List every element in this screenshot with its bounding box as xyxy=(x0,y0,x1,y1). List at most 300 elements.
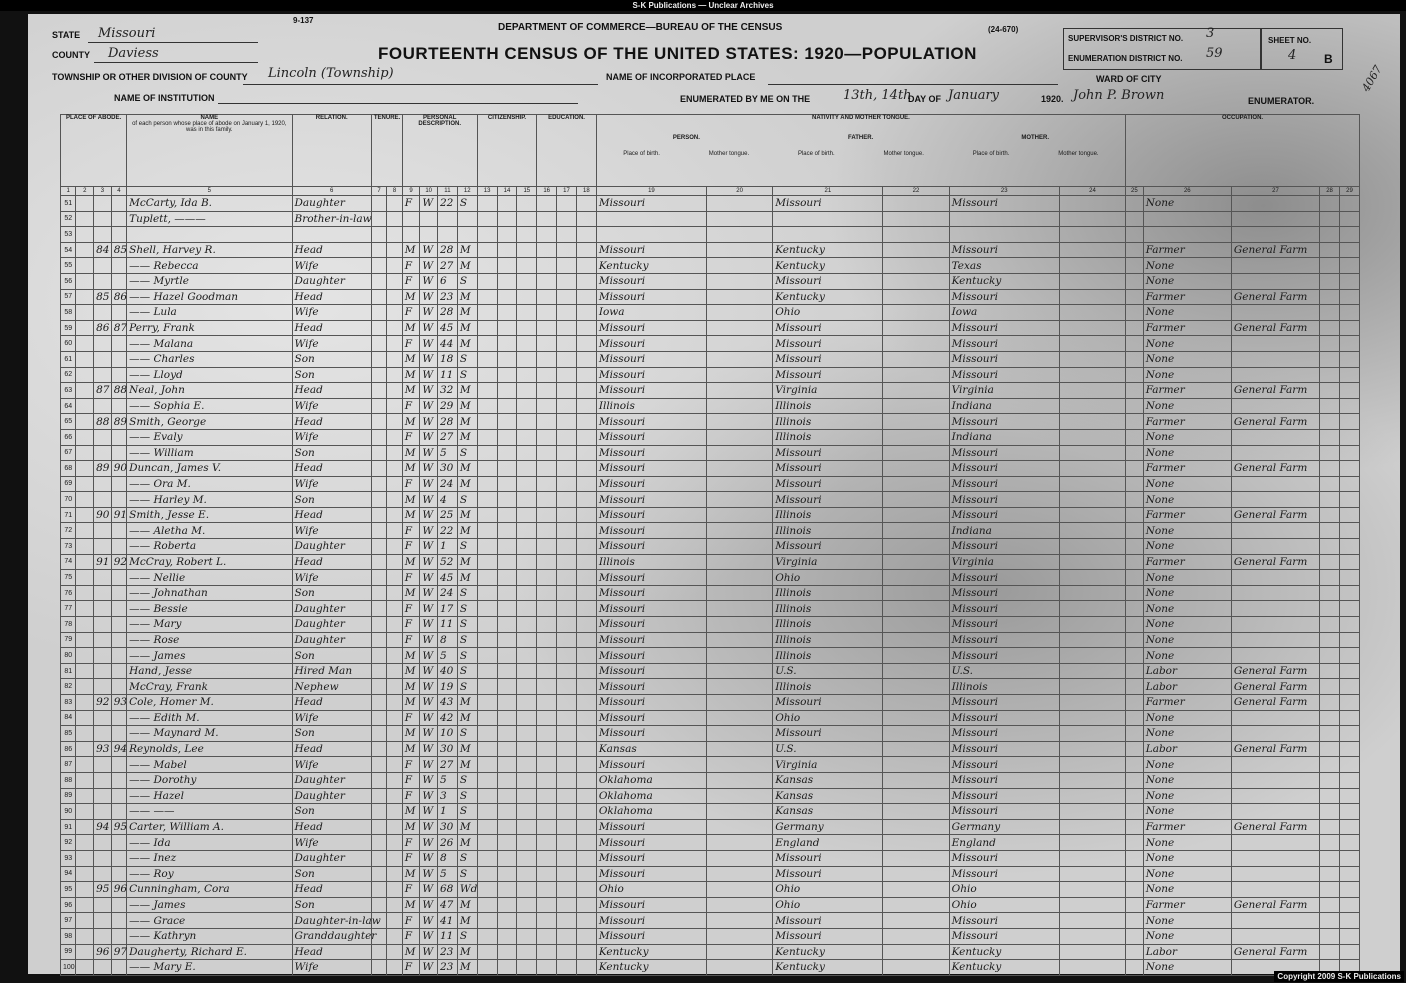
empty-cell xyxy=(76,570,94,586)
empty-cell xyxy=(1059,429,1125,445)
birthplace: Missouri xyxy=(596,850,706,866)
empty-cell xyxy=(517,476,537,492)
empty-cell xyxy=(371,336,386,352)
dwelling-number xyxy=(94,398,112,414)
person-name: —— Harley M. xyxy=(127,492,292,508)
empty-cell xyxy=(1320,850,1340,866)
empty-cell xyxy=(1059,461,1125,477)
table-row xyxy=(61,289,1360,305)
empty-cell xyxy=(537,398,557,414)
empty-cell xyxy=(1320,351,1340,367)
empty-cell xyxy=(477,585,497,601)
mother-birthplace: Ohio xyxy=(949,882,1059,898)
empty-cell xyxy=(517,928,537,944)
empty-cell xyxy=(477,211,497,227)
empty-cell xyxy=(576,445,596,461)
marital-status: M xyxy=(457,913,477,929)
table-row xyxy=(61,757,1360,773)
person-name: —— Charles xyxy=(127,351,292,367)
empty-cell xyxy=(883,695,949,711)
empty-cell xyxy=(557,663,577,679)
father-birthplace: Illinois xyxy=(773,617,883,633)
empty-cell xyxy=(1339,882,1359,898)
table-row xyxy=(61,445,1360,461)
industry: General Farm xyxy=(1231,679,1319,695)
birthplace: Iowa xyxy=(596,305,706,321)
empty-cell xyxy=(371,383,386,399)
county-value: Daviess xyxy=(108,46,159,61)
sheet-label: SHEET NO. xyxy=(1268,36,1312,45)
empty-cell xyxy=(371,523,386,539)
relation: Wife xyxy=(292,429,371,445)
table-row xyxy=(61,414,1360,430)
empty-cell xyxy=(537,211,557,227)
empty-cell xyxy=(707,601,773,617)
empty-cell xyxy=(76,227,94,243)
relation: Head xyxy=(292,383,371,399)
line-number: 76 xyxy=(61,585,76,601)
relation: Head xyxy=(292,289,371,305)
empty-cell xyxy=(1059,944,1125,960)
person-name: —— James xyxy=(127,897,292,913)
empty-cell xyxy=(497,351,517,367)
marital-status: M xyxy=(457,741,477,757)
sex: F xyxy=(402,196,420,212)
marital-status: M xyxy=(457,507,477,523)
occupation: Farmer xyxy=(1143,289,1231,305)
table-row xyxy=(61,648,1360,664)
occupation: None xyxy=(1143,866,1231,882)
race: W xyxy=(420,554,438,570)
dwelling-number xyxy=(94,211,112,227)
race: W xyxy=(420,476,438,492)
family-number: 85 xyxy=(111,242,126,258)
empty-cell xyxy=(576,305,596,321)
person-name: —— Grace xyxy=(127,913,292,929)
dwelling-number: 91 xyxy=(94,554,112,570)
industry xyxy=(1231,429,1319,445)
empty-cell xyxy=(557,585,577,601)
empty-cell xyxy=(1059,523,1125,539)
empty-cell xyxy=(477,196,497,212)
empty-cell xyxy=(707,897,773,913)
empty-cell xyxy=(371,741,386,757)
dwelling-number xyxy=(94,772,112,788)
age: 24 xyxy=(438,476,458,492)
sex: F xyxy=(402,617,420,633)
birthplace: Missouri xyxy=(596,913,706,929)
empty-cell xyxy=(387,804,402,820)
empty-cell xyxy=(517,726,537,742)
family-number xyxy=(111,850,126,866)
empty-cell xyxy=(537,960,557,976)
empty-cell xyxy=(883,523,949,539)
relation: Head xyxy=(292,819,371,835)
sex: M xyxy=(402,679,420,695)
empty-cell xyxy=(883,585,949,601)
empty-cell xyxy=(557,866,577,882)
empty-cell xyxy=(517,897,537,913)
father-birthplace: Missouri xyxy=(773,866,883,882)
marital-status: M xyxy=(457,414,477,430)
family-number xyxy=(111,601,126,617)
empty-cell xyxy=(387,445,402,461)
table-row xyxy=(61,273,1360,289)
person-name: McCray, Frank xyxy=(127,679,292,695)
table-row xyxy=(61,351,1360,367)
dwelling-number xyxy=(94,336,112,352)
empty-cell xyxy=(707,429,773,445)
race: W xyxy=(420,804,438,820)
marital-status: M xyxy=(457,710,477,726)
relation: Daughter xyxy=(292,601,371,617)
age: 30 xyxy=(438,461,458,477)
table-row xyxy=(61,944,1360,960)
marital-status: S xyxy=(457,726,477,742)
mother-birthplace: Indiana xyxy=(949,398,1059,414)
empty-cell xyxy=(497,242,517,258)
empty-cell xyxy=(576,227,596,243)
empty-cell xyxy=(371,710,386,726)
empty-cell xyxy=(76,819,94,835)
empty-cell xyxy=(576,835,596,851)
sex: F xyxy=(402,788,420,804)
empty-cell xyxy=(477,539,497,555)
relation: Head xyxy=(292,695,371,711)
sex: F xyxy=(402,882,420,898)
relation: Son xyxy=(292,726,371,742)
marital-status: M xyxy=(457,757,477,773)
empty-cell xyxy=(1059,741,1125,757)
column-number: 7 xyxy=(371,187,386,196)
stamp-number: 4067 xyxy=(1359,63,1385,94)
table-row xyxy=(61,913,1360,929)
table-row xyxy=(61,476,1360,492)
empty-cell xyxy=(477,632,497,648)
empty-cell xyxy=(1320,897,1340,913)
empty-cell xyxy=(1339,414,1359,430)
empty-cell xyxy=(1126,601,1144,617)
table-row xyxy=(61,804,1360,820)
empty-cell xyxy=(1339,710,1359,726)
empty-cell xyxy=(497,492,517,508)
person-name: —— Rose xyxy=(127,632,292,648)
empty-cell xyxy=(517,850,537,866)
relation: Son xyxy=(292,866,371,882)
empty-cell xyxy=(557,305,577,321)
sex: F xyxy=(402,772,420,788)
empty-cell xyxy=(76,632,94,648)
empty-cell xyxy=(497,227,517,243)
empty-cell xyxy=(497,757,517,773)
empty-cell xyxy=(1339,632,1359,648)
relation: Wife xyxy=(292,835,371,851)
empty-cell xyxy=(387,882,402,898)
enumerated-day: 13th, 14th xyxy=(843,88,912,103)
family-number xyxy=(111,726,126,742)
empty-cell xyxy=(883,663,949,679)
empty-cell xyxy=(557,351,577,367)
sex: M xyxy=(402,663,420,679)
empty-cell xyxy=(557,367,577,383)
empty-cell xyxy=(76,211,94,227)
empty-cell xyxy=(371,788,386,804)
table-row xyxy=(61,663,1360,679)
empty-cell xyxy=(537,273,557,289)
empty-cell xyxy=(76,928,94,944)
table-row xyxy=(61,632,1360,648)
person-name: —— Ora M. xyxy=(127,476,292,492)
age: 28 xyxy=(438,242,458,258)
empty-cell xyxy=(1059,585,1125,601)
line-number: 61 xyxy=(61,351,76,367)
dwelling-number xyxy=(94,866,112,882)
race xyxy=(420,211,438,227)
empty-cell xyxy=(707,804,773,820)
occupation-header: OCCUPATION. xyxy=(1126,115,1360,187)
empty-cell xyxy=(1339,398,1359,414)
empty-cell xyxy=(883,196,949,212)
race: W xyxy=(420,741,438,757)
sex: M xyxy=(402,367,420,383)
empty-cell xyxy=(537,445,557,461)
race: W xyxy=(420,523,438,539)
empty-cell xyxy=(1339,211,1359,227)
empty-cell xyxy=(576,882,596,898)
sex: F xyxy=(402,913,420,929)
empty-cell xyxy=(1059,445,1125,461)
birthplace: Missouri xyxy=(596,383,706,399)
empty-cell xyxy=(1126,273,1144,289)
empty-cell xyxy=(497,383,517,399)
age: 6 xyxy=(438,273,458,289)
race: W xyxy=(420,351,438,367)
family-number xyxy=(111,273,126,289)
relation: Daughter xyxy=(292,273,371,289)
birthplace: Illinois xyxy=(596,398,706,414)
empty-cell xyxy=(497,398,517,414)
line-number: 93 xyxy=(61,850,76,866)
empty-cell xyxy=(1059,351,1125,367)
empty-cell xyxy=(1339,336,1359,352)
mother-birthplace: Missouri xyxy=(949,476,1059,492)
age: 23 xyxy=(438,289,458,305)
table-row xyxy=(61,679,1360,695)
mother-birthplace: Missouri xyxy=(949,866,1059,882)
dwelling-number xyxy=(94,663,112,679)
tenure-header: TENURE. xyxy=(371,115,402,187)
empty-cell xyxy=(1339,757,1359,773)
empty-cell xyxy=(1059,507,1125,523)
birthplace: Missouri xyxy=(596,242,706,258)
age: 26 xyxy=(438,835,458,851)
empty-cell xyxy=(537,507,557,523)
empty-cell xyxy=(1339,850,1359,866)
dwelling-number xyxy=(94,617,112,633)
relation: Head xyxy=(292,242,371,258)
column-number-row xyxy=(61,187,1360,196)
empty-cell xyxy=(477,695,497,711)
empty-cell xyxy=(517,414,537,430)
birthplace: Missouri xyxy=(596,320,706,336)
empty-cell xyxy=(707,227,773,243)
empty-cell xyxy=(1339,570,1359,586)
table-row xyxy=(61,726,1360,742)
empty-cell xyxy=(1059,196,1125,212)
sex: F xyxy=(402,305,420,321)
person-name: —— Malana xyxy=(127,336,292,352)
mother-birthplace: Germany xyxy=(949,819,1059,835)
enumerator-value: John P. Brown xyxy=(1073,88,1165,103)
empty-cell xyxy=(883,227,949,243)
sex: F xyxy=(402,928,420,944)
birthplace: Oklahoma xyxy=(596,772,706,788)
empty-cell xyxy=(557,445,577,461)
empty-cell xyxy=(76,788,94,804)
empty-cell xyxy=(707,258,773,274)
sex: F xyxy=(402,429,420,445)
empty-cell xyxy=(371,804,386,820)
empty-cell xyxy=(387,539,402,555)
occupation: None xyxy=(1143,351,1231,367)
father-birthplace: Missouri xyxy=(773,273,883,289)
empty-cell xyxy=(1126,928,1144,944)
mother-birthplace: Missouri xyxy=(949,539,1059,555)
marital-status: S xyxy=(457,445,477,461)
table-row xyxy=(61,772,1360,788)
empty-cell xyxy=(1339,944,1359,960)
empty-cell xyxy=(371,367,386,383)
occupation: None xyxy=(1143,710,1231,726)
empty-cell xyxy=(517,289,537,305)
dwelling-number xyxy=(94,788,112,804)
empty-cell xyxy=(576,710,596,726)
race: W xyxy=(420,788,438,804)
dwelling-number xyxy=(94,913,112,929)
empty-cell xyxy=(517,461,537,477)
empty-cell xyxy=(1339,913,1359,929)
empty-cell xyxy=(537,695,557,711)
father-birthplace: Missouri xyxy=(773,320,883,336)
empty-cell xyxy=(387,570,402,586)
line-number: 72 xyxy=(61,523,76,539)
census-table xyxy=(60,114,1360,976)
line-number: 59 xyxy=(61,320,76,336)
empty-cell xyxy=(1059,554,1125,570)
empty-cell xyxy=(576,367,596,383)
empty-cell xyxy=(557,414,577,430)
sex: F xyxy=(402,710,420,726)
table-row xyxy=(61,211,1360,227)
empty-cell xyxy=(477,835,497,851)
empty-cell xyxy=(477,913,497,929)
person-name: Carter, William A. xyxy=(127,819,292,835)
person-name: —— William xyxy=(127,445,292,461)
person-name: —— Dorothy xyxy=(127,772,292,788)
empty-cell xyxy=(576,414,596,430)
race: W xyxy=(420,772,438,788)
empty-cell xyxy=(557,819,577,835)
empty-cell xyxy=(883,710,949,726)
occupation: None xyxy=(1143,570,1231,586)
table-row xyxy=(61,429,1360,445)
empty-cell xyxy=(387,897,402,913)
empty-cell xyxy=(1320,726,1340,742)
empty-cell xyxy=(557,289,577,305)
occupation: None xyxy=(1143,196,1231,212)
personal-description-header: PERSONAL DESCRIPTION. xyxy=(402,115,477,187)
line-number: 98 xyxy=(61,928,76,944)
empty-cell xyxy=(1320,570,1340,586)
empty-cell xyxy=(883,445,949,461)
empty-cell xyxy=(557,523,577,539)
father-birthplace: Germany xyxy=(773,819,883,835)
relation: Wife xyxy=(292,757,371,773)
empty-cell xyxy=(387,928,402,944)
relation: Head xyxy=(292,882,371,898)
empty-cell xyxy=(537,554,557,570)
empty-cell xyxy=(557,258,577,274)
father-birthplace: U.S. xyxy=(773,741,883,757)
empty-cell xyxy=(557,242,577,258)
empty-cell xyxy=(477,398,497,414)
age: 1 xyxy=(438,804,458,820)
race: W xyxy=(420,383,438,399)
mother-birthplace: Indiana xyxy=(949,523,1059,539)
empty-cell xyxy=(477,804,497,820)
column-number: 28 xyxy=(1320,187,1340,196)
line-number: 100 xyxy=(61,960,76,976)
empty-cell xyxy=(371,507,386,523)
empty-cell xyxy=(1320,273,1340,289)
family-number xyxy=(111,928,126,944)
empty-cell xyxy=(76,757,94,773)
race: W xyxy=(420,617,438,633)
age: 23 xyxy=(438,944,458,960)
industry xyxy=(1231,632,1319,648)
empty-cell xyxy=(517,523,537,539)
empty-cell xyxy=(576,601,596,617)
name-header: NAME of each person whose place of abode on January 1, 1920, was in this family. xyxy=(127,115,292,187)
empty-cell xyxy=(497,882,517,898)
empty-cell xyxy=(477,648,497,664)
column-number: 14 xyxy=(497,187,517,196)
empty-cell xyxy=(1126,741,1144,757)
empty-cell xyxy=(76,850,94,866)
mother-birthplace: Illinois xyxy=(949,679,1059,695)
empty-cell xyxy=(497,679,517,695)
empty-cell xyxy=(76,305,94,321)
person-name: Shell, Harvey R. xyxy=(127,242,292,258)
industry: General Farm xyxy=(1231,320,1319,336)
column-number: 12 xyxy=(457,187,477,196)
relation: Daughter xyxy=(292,196,371,212)
line-number: 91 xyxy=(61,819,76,835)
empty-cell xyxy=(557,539,577,555)
empty-cell xyxy=(576,570,596,586)
race: W xyxy=(420,461,438,477)
empty-cell xyxy=(537,913,557,929)
empty-cell xyxy=(883,242,949,258)
empty-cell xyxy=(537,461,557,477)
empty-cell xyxy=(1126,476,1144,492)
birthplace: Kentucky xyxy=(596,258,706,274)
empty-cell xyxy=(1059,695,1125,711)
empty-cell xyxy=(883,461,949,477)
birthplace xyxy=(596,211,706,227)
birthplace: Missouri xyxy=(596,523,706,539)
empty-cell xyxy=(707,414,773,430)
